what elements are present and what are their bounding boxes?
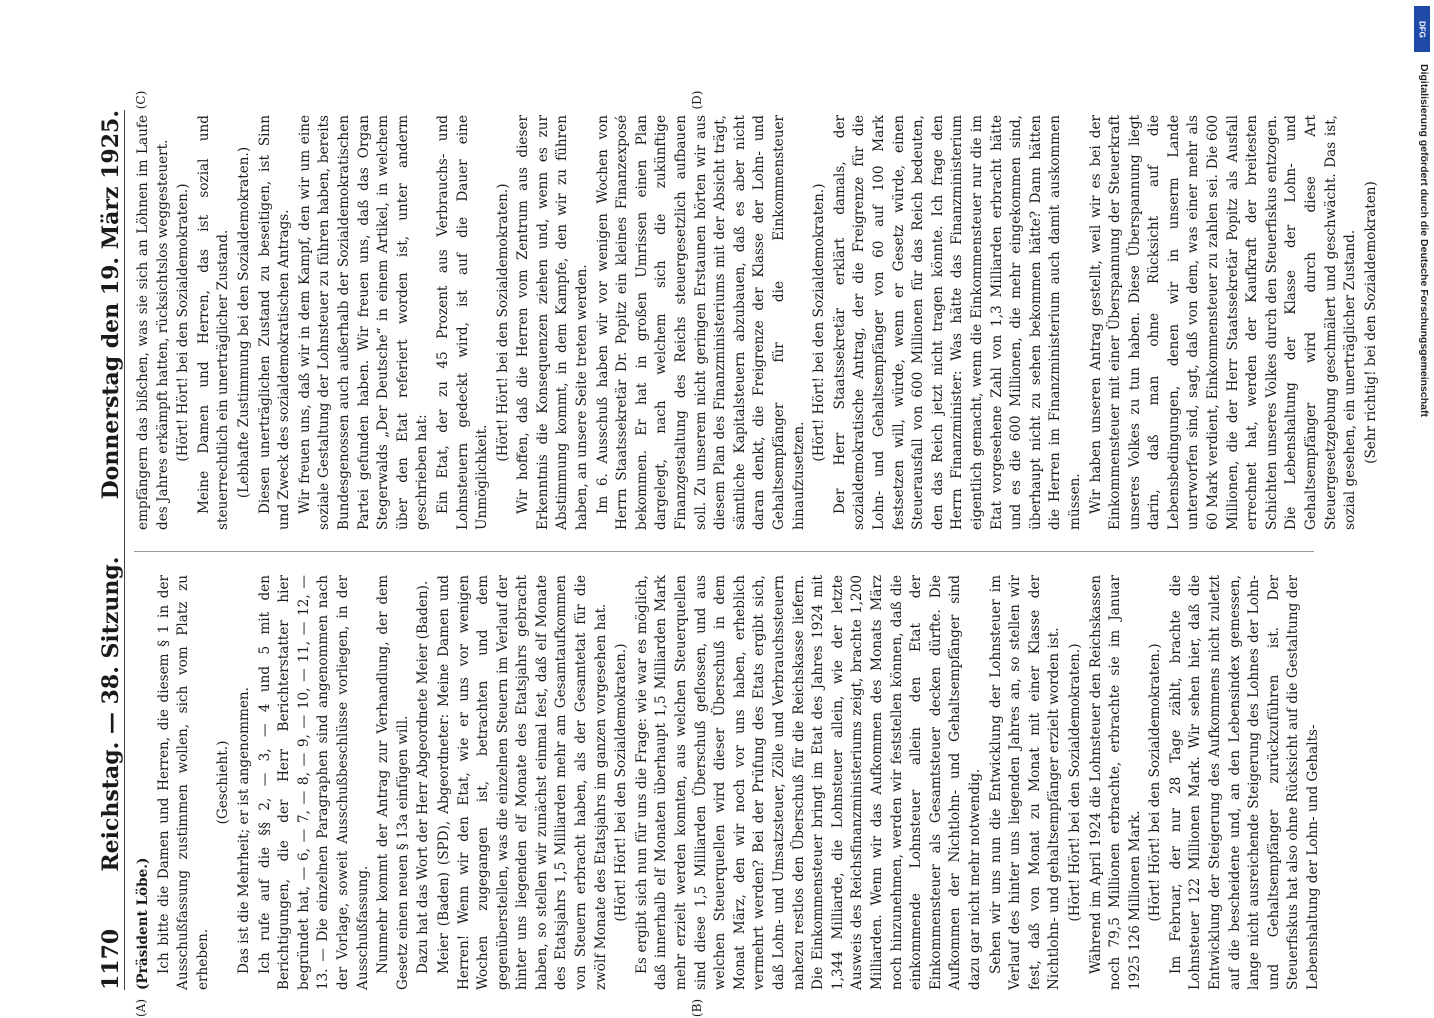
left-line: (Hört! Hört! bei den Sozialdemokraten.) [1147, 643, 1164, 922]
left-line: (Präsident Löbe.) [135, 857, 151, 990]
left-line: Nunmehr kommt der Antrag zur Verhandlung, der dem Gesetz einen neuen § 13a einfügen will. [375, 575, 411, 990]
right-line: (Hört! Hört! bei den Sozialdemokraten.) [494, 183, 511, 462]
left-column [134, 575, 1322, 990]
left-line: Dazu hat das Wort der Herr Abgeordnete Meier (Baden). [415, 580, 432, 974]
margin-letter-a: (A) [134, 998, 148, 1018]
page-number: 1170 [98, 928, 124, 990]
dfg-credit [1410, 4, 1432, 644]
right-line: Meine Damen und Herren, das ist sozial und steuerrechtlich ein unerträglicher Zustand. [195, 115, 232, 530]
right-line: (Sehr richtig! bei den Sozialdemokraten) [1362, 181, 1379, 464]
left-line: Während im April 1924 die Lohnsteuer den Reichskassen noch 79,5 Millionen erbrachte, erbrachte sie im Januar 1925 126 Millionen Mark. [1087, 575, 1143, 990]
right-line: Ein Etat, der zu 45 Prozent aus Verbrauchs- und Lohnsteuern gedeckt wird, ist auf die Dauer eine Unmöglichkeit. [434, 115, 491, 530]
margin-letter-b: (B) [690, 998, 704, 1018]
left-line: Im Februar, der nur 28 Tage zählt, brachte die Lohnsteuer 122 Millionen Mark. Wir sehen hier, daß die Entwicklung der Steigerung des Aufkommens nicht zuletzt auf die bescheidene und, an den Lebensindex gemessen, lange nicht ausreichende Steigerung des Lohnes der Lohn- und Gehaltsempfänger zurückzuführen ist. Der Steuerfiskus hat also ohne Rücksicht auf die Gestaltung der Lebenshaltung der Lohn- und Gehalts- [1167, 575, 1322, 990]
margin-letter-d: (D) [690, 90, 704, 110]
right-line: Wir hoffen, daß die Herren vom Zentrum aus dieser Erkenntnis die Konsequenzen ziehen und, wenn es zur Abstimmung kommt, in dem Kampfe, den wir zu führen haben, an unsere Seite treten werden. [515, 115, 591, 530]
right-line: Im 6. Ausschuß haben wir vor wenigen Wochen von Herrn Staatssekretär Dr. Popitz ein kleines Finanzexposé bekommen. Er hat in großen Umrissen einen Plan dargelegt, nach welchem sich die zukünftige Finanzgestaltung des Reichs steuergesetzlich aufbauen soll. Zu unserem nicht geringen Erstaunen hörten wir aus diesem Plan des Finanzministeriums mit der Absicht trägt, sämtliche Kapitalsteuern abzubauen, daß es aber nicht daran denkt, die Freigrenze der Klasse der Lohn- und Gehaltsempfänger für die Einkommensteuer hinaufzusetzen. [594, 115, 807, 530]
rotated-page [90, 90, 1379, 1018]
right-line: (Hört! Hört! bei den Sozialdemokraten.) [175, 183, 192, 462]
session-title: Reichstag. — 38. Sitzung. [98, 556, 124, 872]
right-column [134, 115, 1379, 530]
dfg-credit-text: Digitalisierung gefördert durch die Deutsche Forschungsgemeinschaft [1418, 64, 1430, 417]
right-line: Der Herr Staatssekretär erklärt damals, der sozialdemokratische Antrag, der die Freigrenze für die Lohn- und Gehaltsempfänger von 60 auf 100 Mark festsetzen will, würde, wenn er Gesetz würde, einen Steuerausfall von 600 Millionen für das Reich bedeuten, den das Reich jetzt nicht tragen könnte. Ich frage den Herrn Finanzminister: Was hätte das Finanzministerium eigentlich gemacht, wenn die Einkommensteuer nur die im Etat vorgesehene Zahl von 1,3 Milliarden erbracht hätte und es die 600 Millionen, die mehr eingekommen sind, überhaupt nicht zu sehen bekommen hätte? Dann hätten die Herren im Finanzministerium auch damit auskommen müssen. [831, 115, 1083, 530]
right-line: Diesen unerträglichen Zustand zu beseitigen, ist Sinn und Zweck des sozialdemokratischen Antrags. [256, 115, 293, 530]
session-date: Donnerstag den 19. März 1925. [98, 110, 124, 500]
left-line: (Hört! Hört! bei den Sozialdemokraten.) [1066, 643, 1083, 922]
right-line: Wir haben unseren Antrag gestellt, weil wir es bei der Einkommensteuer mit einer Überspannung der Steuerkraft unseres Volkes zu tun haben. Diese Überspannung liegt darin, daß man ohne Rücksicht auf die Lebensbedingungen, denen wir in unserm Lande unterworfen sind, sagt, daß von dem, was einer mehr als 60 Mark verdient, Einkommensteuer zu zahlen sei. Die 600 Millionen, die der Herr Staatssekretär Popitz als Ausfall errechnet hat, werden der Kaufkraft der breitesten Schichten unseres Volkes durch den Steuerfiskus entzogen. Die Lebenshaltung der Klasse der Lohn- und Gehaltsempfänger wird durch diese Art Steuergesetzgebung geschmälert und geschwächt. Das ist, sozial gesehen, ein unerträglicher Zustand. [1087, 115, 1359, 530]
left-line: (Geschieht.) [215, 740, 232, 825]
left-line: Ich bitte die Damen und Herren, die diesem § 1 in der Ausschußfassung zustimmen wollen, sich vom Platz zu erheben. [155, 575, 211, 990]
right-line: (Lebhafte Zustimmung bei den Sozialdemokraten.) [235, 146, 252, 499]
column-rule [134, 551, 1314, 552]
left-line: Es ergibt sich nun für uns die Frage: wie war es möglich, daß innerhalb elf Monaten überhaupt 1,5 Milliarden Mark mehr erzielt werden konnten, aus welchen Steuerquellen sind diese 1,5 Milliarden Überschuß geflossen, und aus welchen Steuerquellen wird dieser Überschuß in dem Monat März, den wir noch vor uns haben, erheblich vermehrt werden? Bei der Prüfung des Etats ergibt sich, daß Lohn- und Umsatzsteuer, Zölle und Verbrauchssteuern nahezu restlos den Überschuß für die Reichskasse liefern. Die Einkommensteuer bringt im Etat des Jahres 1924 mit 1,344 Milliarde, die Lohnsteuer allein, wie der letzte Ausweis des Reichsfinanzministeriums zeigt, brachte 1,200 Milliarden. Wenn wir das Aufkommen des Monats März noch hinzunehmen, werden wir feststellen können, daß die einkommende Lohnsteuer allein den Etat der Einkommensteuer als Gesamtsteuer decken dürfte. Die Aufkommen der Nichtlohn- und Gehaltsempfänger sind dazu gar nicht mehr notwendig. [633, 575, 983, 990]
right-line: (Hört! Hört! bei den Sozialdemokraten.) [811, 183, 828, 462]
left-line: Sehen wir uns nun die Entwicklung der Lohnsteuer im Verlauf des hinter uns liegenden Jahres an, so stellen wir fest, daß von Monat zu Monat mit einer Klasse der Nichtlohn- und gehaltsempfänger erzielt worden ist. [987, 575, 1063, 990]
left-line: Das ist die Mehrheit; er ist angenommen. [235, 687, 252, 974]
dfg-logo: DFG [1414, 6, 1430, 52]
margin-letter-c: (C) [134, 90, 148, 110]
left-line: Ich rufe auf die §§ 2, — 3, — 4 und 5 mit den Berichtigungen, die der Herr Berichterstatter hier begründet hat, — 6, — 7, — 8, — 9, — 10, — 11, — 12, — 13. — Die einzelnen Paragraphen sind angenommen nach der Vorlage, soweit Ausschußbeschlüsse vorliegen, in der Ausschußfassung. [256, 575, 371, 990]
right-line: Wir freuen uns, daß wir in dem Kampf, den wir um eine soziale Gestaltung der Lohnsteuer zu führen haben, bereits Bundesgenossen auch außerhalb der Sozialdemokratischen Partei gefunden haben. Wir freuen uns, daß das Organ Stegerwalds „Der Deutsche“ in einem Artikel, in welchem über den Etat referiert worden ist, unter anderm geschrieben hat: [296, 115, 431, 530]
left-line: (Hört! Hört! bei den Sozialdemokraten.) [613, 643, 630, 922]
running-head [90, 110, 125, 990]
right-line: empfängern das bißchen, was sie sich an Löhnen im Laufe des Jahres erkämpft hatten, rücksichtslos weggesteuert. [135, 115, 171, 530]
left-line: Meier (Baden) (SPD), Abgeordneter: Meine Damen und Herren! Wenn wir den Etat, wie er uns vor wenigen Wochen zugegangen ist, betrachten und dem gegenüberstellen, was die einzelnen Steuern im Verlauf der hinter uns liegenden elf Monate des Etatsjahrs gebracht haben, so stellen wir zunächst einmal fest, daß elf Monate des Etatsjahrs 1,5 Milliarden mehr am Gesamtaufkommen von Steuern erbracht haben, als der Gesamtetat für die zwölf Monate des Etatsjahrs im ganzen vorgesehen hat. [435, 575, 609, 990]
